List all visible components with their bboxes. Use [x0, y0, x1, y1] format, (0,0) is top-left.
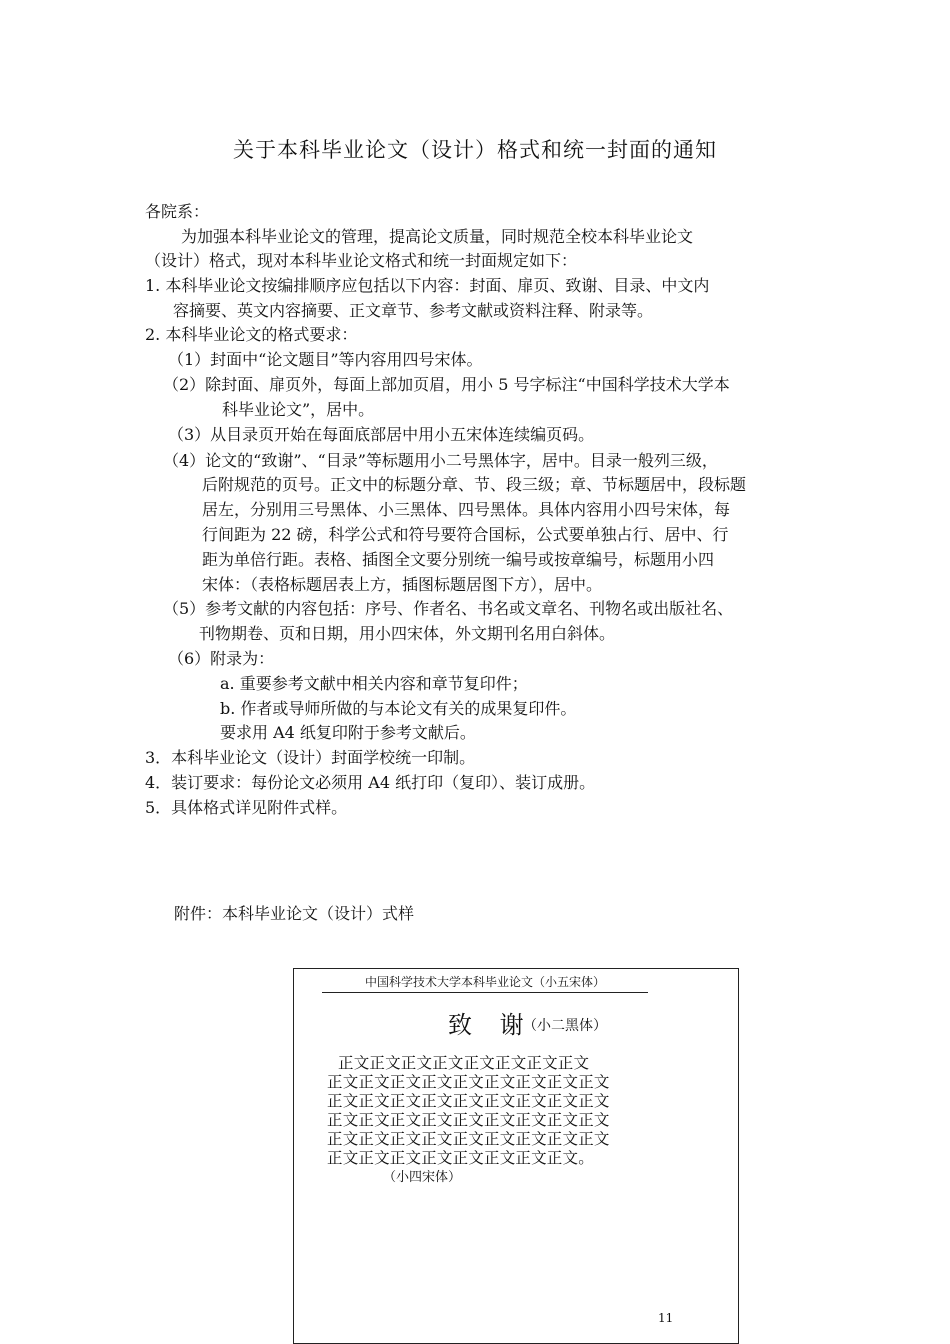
- item-2-heading: 2. 本科毕业论文的格式要求：: [145, 325, 358, 344]
- sample-body-note: （小四宋体）: [383, 1170, 462, 1185]
- sub-item-4-line-3: 居左，分别用三号黑体、小三黑体、四号黑体。具体内容用小四号宋体，每: [202, 500, 731, 519]
- page-title: 关于本科毕业论文（设计）格式和统一封面的通知: [233, 138, 717, 162]
- sub-item-2-line-2: 科毕业论文”，居中。: [222, 400, 375, 419]
- sub-item-3: （3）从目录页开始在每面底部居中用小五宋体连续编页码。: [168, 425, 595, 444]
- salutation: 各院系：: [145, 202, 210, 221]
- sub-item-5-line-1: （5）参考文献的内容包括：序号、作者名、书名或文章名、刊物名或出版社名、: [163, 599, 734, 618]
- sample-body-line-1: 正文正文正文正文正文正文正文正文: [338, 1054, 590, 1072]
- sample-body-line-6: 正文正文正文正文正文正文正文正文。: [327, 1149, 594, 1167]
- item-1-line-2: 容摘要、英文内容摘要、正文章节、参考文献或资料注释、附录等。: [173, 301, 654, 320]
- sample-title: 致 谢: [448, 1011, 534, 1039]
- sub-item-6-a: a. 重要参考文献中相关内容和章节复印件；: [220, 674, 528, 693]
- sub-item-6-c: 要求用 A4 纸复印附于参考文献后。: [220, 723, 476, 742]
- item-3: 3．本科毕业论文（设计）封面学校统一印制。: [145, 748, 476, 767]
- sub-item-1: （1）封面中“论文题目”等内容用四号宋体。: [168, 350, 483, 369]
- sub-item-4-line-2: 后附规范的页号。正文中的标题分章、节、段三级；章、节标题居中，段标题: [202, 475, 747, 494]
- sub-item-4-line-5: 距为单倍行距。表格、插图全文要分别统一编号或按章编号，标题用小四: [202, 550, 715, 569]
- item-4: 4．装订要求：每份论文必须用 A4 纸打印（复印）、装订成册。: [145, 773, 596, 792]
- item-5: 5．具体格式详见附件式样。: [145, 798, 348, 817]
- intro-line-1: 为加强本科毕业论文的管理，提高论文质量，同时规范全校本科毕业论文: [181, 227, 694, 246]
- sub-item-2-line-1: （2）除封面、扉页外，每面上部加页眉，用小 5 号字标注“中国科学技术大学本: [163, 375, 730, 394]
- sample-page-number: 11: [658, 1311, 674, 1325]
- item-1-line-1: 1. 本科毕业论文按编排顺序应包括以下内容：封面、扉页、致谢、目录、中文内: [145, 276, 710, 295]
- sub-item-4-line-4: 行间距为 22 磅，科学公式和符号要符合国标，公式要单独占行、居中、行: [202, 525, 729, 544]
- attachment-label: 附件：本科毕业论文（设计）式样: [174, 904, 415, 923]
- sample-body-line-4: 正文正文正文正文正文正文正文正文正文: [327, 1111, 610, 1129]
- sub-item-6: （6）附录为：: [168, 649, 275, 668]
- sample-page-header: 中国科学技术大学本科毕业论文（小五宋体）: [322, 974, 648, 993]
- sub-item-6-b: b. 作者或导师所做的与本论文有关的成果复印件。: [220, 699, 577, 718]
- sample-body-line-3: 正文正文正文正文正文正文正文正文正文: [327, 1092, 610, 1110]
- sub-item-4-line-1: （4）论文的“致谢”、“目录”等标题用小二号黑体字，居中。目录一般列三级，: [163, 451, 718, 470]
- sample-title-note: （小二黑体）: [523, 1018, 607, 1034]
- sample-body-line-5: 正文正文正文正文正文正文正文正文正文: [327, 1130, 610, 1148]
- sample-body-line-2: 正文正文正文正文正文正文正文正文正文: [327, 1073, 610, 1091]
- sub-item-4-line-6: 宋体：（表格标题居表上方，插图标题居图下方），居中。: [202, 575, 603, 594]
- intro-line-2: （设计）格式，现对本科毕业论文格式和统一封面规定如下：: [145, 251, 578, 270]
- sub-item-5-line-2: 刊物期卷、页和日期，用小四宋体，外文期刊名用白斜体。: [199, 624, 616, 643]
